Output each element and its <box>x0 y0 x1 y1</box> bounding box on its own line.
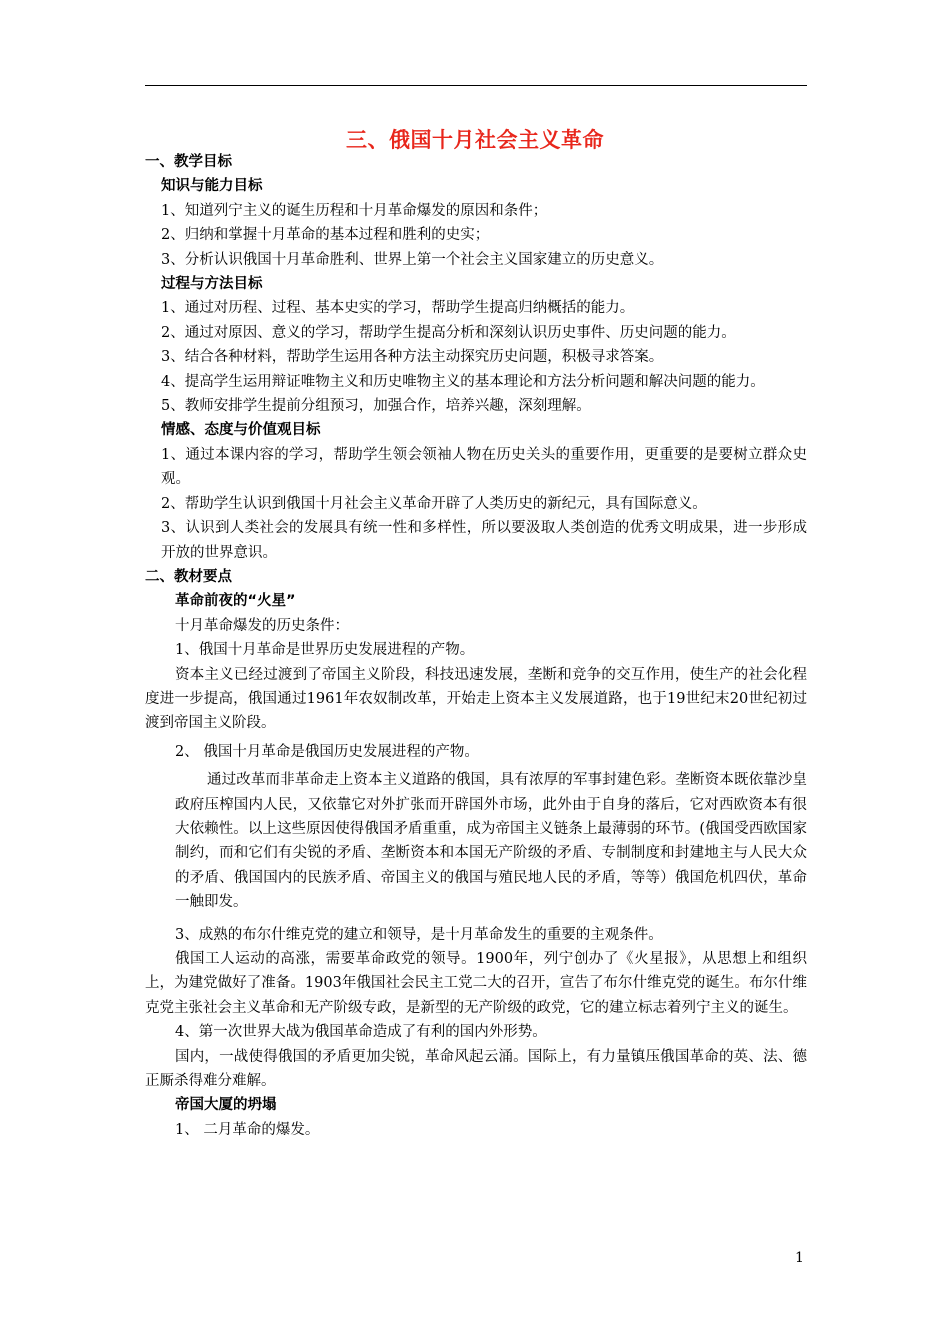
list-item: 1、知道列宁主义的诞生历程和十月革命爆发的原因和条件； <box>161 202 548 219</box>
condition-3-title: 3、成熟的布尔什维克党的建立和领导，是十月革命发生的重要的主观条件。 <box>175 926 663 943</box>
page-number: 1 <box>795 1250 804 1266</box>
list-item: 4、提高学生运用辩证唯物主义和历史唯物主义的基本理论和方法分析问题和解决问题的能力。 <box>161 373 765 390</box>
section-heading-goals: 一、教学目标 <box>145 154 232 170</box>
subheading-emotion: 情感、态度与价值观目标 <box>161 422 321 439</box>
subheading-knowledge: 知识与能力目标 <box>161 178 263 195</box>
document-body <box>145 150 807 1142</box>
list-item: 3、认识到人类社会的发展具有统一性和多样性，所以要汲取人类创造的优秀文明成果，进一步形成开放的世界意识。 <box>161 520 807 561</box>
subheading-collapse: 帝国大厦的坍塌 <box>175 1097 277 1114</box>
conditions-intro: 十月革命爆发的历史条件： <box>175 617 349 634</box>
page-title: 三、俄国十月社会主义革命 <box>346 128 604 152</box>
condition-2-title: 2、 俄国十月革命是俄国历史发展进程的产物。 <box>175 743 479 760</box>
condition-4-title: 4、第一次世界大战为俄国革命造成了有利的国内外形势。 <box>175 1024 547 1041</box>
condition-1-text: 资本主义已经过渡到了帝国主义阶段，科技迅速发展，垄断和竞争的交互作用，使生产的社会化程度进一步提高，俄国通过1961年农奴制改革，开始走上资本主义发展道路，也于19世纪末20世纪初过渡到帝国主义阶段。 <box>145 666 807 732</box>
condition-4-text: 国内，一战使得俄国的矛盾更加尖锐，革命风起云涌。国际上，有力量镇压俄国革命的英、法、德正厮杀得难分难解。 <box>145 1048 807 1090</box>
section-heading-points: 二、教材要点 <box>145 568 232 585</box>
subheading-process: 过程与方法目标 <box>161 276 263 293</box>
list-item: 2、帮助学生认识到俄国十月社会主义革命开辟了人类历史的新纪元，具有国际意义。 <box>161 495 707 512</box>
list-item: 2、归纳和掌握十月革命的基本过程和胜利的史实； <box>161 227 490 244</box>
condition-1-title: 1、俄国十月革命是世界历史发展进程的产物。 <box>175 642 475 659</box>
condition-2-text: 通过改革而非革命走上资本主义道路的俄国，具有浓厚的军事封建色彩。垄断资本既依靠沙皇政府压榨国内人民，又依靠它对外扩张而开辟国外市场，此外由于自身的落后，它对西欧资本有很大依赖性。以上这些原因使得俄国矛盾重重，成为帝国主义链条上最薄弱的环节。(俄国受西欧国家制约，而和它们有尖锐的矛盾、垄断资本和本国无产阶级的矛盾、专制制度和封建地主与人民大众的矛盾、俄国国内的民族矛盾、帝国主义的俄国与殖民地人民的矛盾，等等）俄国危机四伏，革命一触即发。 <box>175 772 807 911</box>
list-item: 5、教师安排学生提前分组预习，加强合作，培养兴趣，深刻理解。 <box>161 398 591 415</box>
subheading-spark: 革命前夜的“火星” <box>175 593 296 610</box>
condition-3-text: 俄国工人运动的高涨，需要革命政党的领导。1900年，列宁创办了《火星报》，从思想上和组织上，为建党做好了准备。1903年俄国社会民主工党二大的召开，宣告了布尔什维克党的诞生。布尔什维克党主张社会主义革命和无产阶级专政，是新型的无产阶级的政党，它的建立标志着列宁主义的诞生。 <box>145 951 807 1016</box>
list-item: 1、通过本课内容的学习，帮助学生领会领袖人物在历史关头的重要作用，更重要的是要树立群众史观。 <box>161 446 807 488</box>
list-item: 2、通过对原因、意义的学习，帮助学生提高分析和深刻认识历史事件、历史问题的能力。 <box>161 324 736 341</box>
list-item: 1、通过对历程、过程、基本史实的学习，帮助学生提高归纳概括的能力。 <box>161 300 635 317</box>
collapse-item-1: 1、 二月革命的爆发。 <box>175 1121 320 1138</box>
list-item: 3、分析认识俄国十月革命胜利、世界上第一个社会主义国家建立的历史意义。 <box>161 251 664 268</box>
list-item: 3、结合各种材料，帮助学生运用各种方法主动探究历史问题，积极寻求答案。 <box>161 349 664 366</box>
header-rule <box>145 85 807 86</box>
